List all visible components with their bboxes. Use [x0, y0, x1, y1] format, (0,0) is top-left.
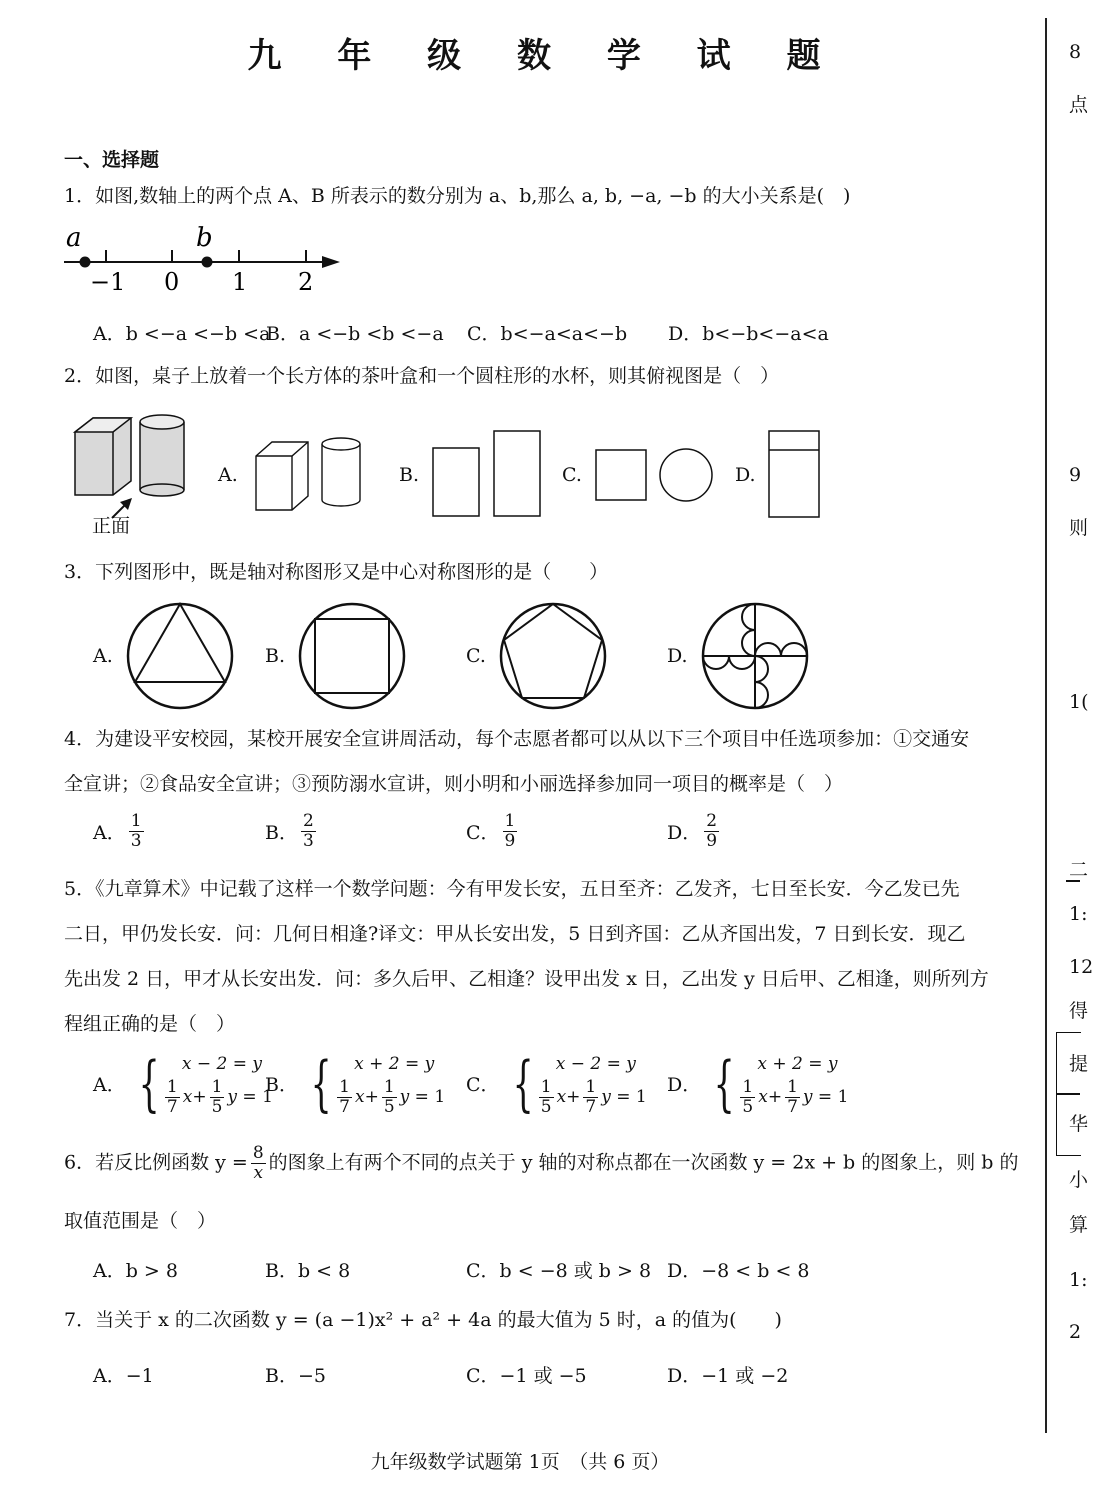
option-a-figure[interactable]: [250, 430, 368, 514]
question-text: 下列图形中，既是轴对称图形又是中心对称图形的是（ ）: [95, 561, 609, 583]
fraction: $\frac{1}{9}$: [504, 811, 516, 851]
option-c-figure[interactable]: [497, 602, 609, 710]
question-text: 当关于 x 的二次函数 y = (a −1)x² + a² + 4a 的最大值为 5 时，a 的值为( ): [95, 1309, 782, 1331]
option-b[interactable]: B． $\frac{2}{3}$: [265, 811, 314, 851]
next-page-fragment: 9: [1069, 464, 1082, 486]
option-a[interactable]: A．−1: [93, 1365, 154, 1387]
next-page-fragment: 华: [1069, 1113, 1089, 1135]
option-b-figure[interactable]: [296, 602, 408, 710]
option-c[interactable]: C.: [562, 464, 582, 486]
option-d-figure[interactable]: [766, 428, 824, 520]
question-4: [64, 727, 969, 751]
option-a[interactable]: A.: [93, 645, 113, 667]
question-3: [64, 560, 608, 584]
option-a[interactable]: A．b > 8: [93, 1260, 178, 1282]
option-c-figure[interactable]: [592, 446, 716, 504]
next-page-fragment: 点: [1069, 94, 1089, 116]
question-5-line2: 二日，甲仍发长安．问：几何日相逢?译文：甲从长安出发，5 日到齐国：乙从齐国出发，7 日到长安．现乙: [64, 923, 966, 945]
tick-label: 2: [298, 268, 314, 296]
option-d[interactable]: D．−8 < b < 8: [667, 1260, 810, 1282]
question-6-line2: 取值范围是（ ）: [64, 1210, 217, 1232]
option-b[interactable]: B．b < 8: [265, 1260, 351, 1282]
question-number: 5．: [64, 878, 96, 900]
option-d-figure[interactable]: [699, 602, 811, 710]
option-b[interactable]: B．−5: [265, 1365, 326, 1387]
tick-label: 0: [164, 268, 180, 296]
point-a: [80, 257, 91, 268]
tick-label: 1: [232, 268, 248, 296]
option-a[interactable]: A.: [218, 464, 238, 486]
option-c[interactable]: C.: [466, 645, 486, 667]
number-line-figure: [60, 224, 350, 300]
next-page-fragment: 8: [1069, 41, 1082, 63]
option-b[interactable]: B． { x + 2 = y $\frac{1}{7}$ x+ $\frac{1}{5}$ y = 1: [265, 1048, 446, 1119]
next-page-fragment: 1(: [1069, 691, 1089, 713]
question-number: 6．: [64, 1151, 96, 1174]
question-5: [64, 877, 960, 901]
next-page-fragment: 1:: [1069, 903, 1088, 925]
question-5-line4: 程组正确的是（ ）: [64, 1013, 236, 1035]
question-2: [64, 364, 779, 388]
next-page-fragment: 算: [1069, 1214, 1089, 1236]
fraction: $\frac{2}{3}$: [302, 811, 314, 851]
option-c[interactable]: C．b<−a<a<−b: [467, 323, 628, 345]
option-a[interactable]: A． $\frac{1}{3}$: [93, 811, 142, 851]
fraction: $\frac{8}{x}$: [252, 1143, 264, 1183]
question-5-line3: 先出发 2 日，甲才从长安出发．问：多久后甲、乙相逢？设甲出发 x 日，乙出发 y 日后甲、乙相逢，则所列方: [64, 968, 989, 990]
arrow-head: [322, 256, 340, 268]
question-number: 4．: [64, 728, 96, 750]
question-1: [64, 184, 850, 208]
next-page-fragment: 小: [1069, 1169, 1089, 1191]
next-page-fragment: 1:: [1069, 1269, 1088, 1291]
next-page-fragment: 12: [1069, 956, 1093, 978]
option-b-figure[interactable]: [430, 428, 546, 520]
option-c[interactable]: C．−1 或 −5: [466, 1365, 587, 1387]
cup-body: [140, 422, 184, 490]
option-d[interactable]: D．b<−b<−a<a: [668, 323, 829, 345]
cup-top: [140, 415, 184, 429]
question-6: 6．若反比例函数 y = $\frac{8}{x}$ 的图象上有两个不同的点关于 y 轴的对称点都在一次函数 y = 2x + b 的图象上，则 b 的: [64, 1143, 1019, 1183]
option-d[interactable]: D.: [735, 464, 756, 486]
option-b[interactable]: B.: [265, 645, 286, 667]
next-page-fragment: 则: [1069, 517, 1089, 539]
option-d[interactable]: D． $\frac{2}{9}$: [667, 811, 718, 851]
option-a[interactable]: A． { x − 2 = y $\frac{1}{7}$ x+ $\frac{1}{5}$ y = 1: [93, 1048, 273, 1119]
option-a-figure[interactable]: [124, 602, 236, 710]
option-b[interactable]: B.: [399, 464, 420, 486]
fraction: $\frac{2}{9}$: [706, 811, 718, 851]
option-d[interactable]: D.: [667, 645, 688, 667]
point-b: [202, 257, 213, 268]
option-b[interactable]: B．a <−b <b <−a: [266, 323, 444, 345]
next-page-fragment: 2: [1069, 1321, 1082, 1343]
option-a[interactable]: A．b <−a <−b <a: [93, 323, 271, 345]
question-4-line2: 全宣讲；②食品安全宣讲；③预防溺水宣讲，则小明和小丽选择参加同一项目的概率是（ ）: [64, 773, 844, 795]
table-rule: [1056, 1093, 1080, 1095]
front-label: 正面: [92, 515, 131, 537]
option-c[interactable]: C． $\frac{1}{9}$: [466, 811, 516, 851]
question-text: 如图,数轴上的两个点 A、B 所表示的数分别为 a、b,那么 a, b, −a, −b 的大小关系是( ): [95, 185, 851, 207]
fraction: $\frac{1}{3}$: [130, 811, 142, 851]
question-text: 为建设平安校园，某校开展安全宣讲周活动，每个志愿者都可以从以下三个项目中任选项参加：①交通安: [95, 728, 970, 750]
next-page-fragment: 二: [1069, 859, 1089, 881]
question-number: 3．: [64, 561, 96, 583]
tick-label: −1: [90, 268, 126, 296]
page-divider: [1045, 18, 1047, 1433]
option-c[interactable]: C．b < −8 或 b > 8: [466, 1260, 652, 1282]
option-d[interactable]: D． { x + 2 = y $\frac{1}{5}$ x+ $\frac{1}{7}$ y = 1: [667, 1048, 849, 1119]
question-number: 2．: [64, 365, 96, 387]
next-page-fragment: 提: [1069, 1053, 1089, 1075]
option-c[interactable]: C． { x − 2 = y $\frac{1}{5}$ x+ $\frac{1}{7}$ y = 1: [466, 1048, 647, 1119]
option-d[interactable]: D．−1 或 −2: [667, 1365, 789, 1387]
next-page-fragment: 得: [1069, 1000, 1089, 1022]
page-title: 九 年 级 数 学 试 题: [247, 36, 843, 76]
page-footer: 九年级数学试题第 1页 （共 6 页）: [370, 1451, 670, 1473]
question-number: 7．: [64, 1309, 96, 1331]
tea-box-and-cup-figure: [66, 406, 196, 500]
label-a: a: [66, 223, 82, 253]
question-text: 如图，桌子上放着一个长方体的茶叶盒和一个圆柱形的水杯，则其俯视图是（ ）: [95, 365, 780, 387]
question-number: 1．: [64, 185, 96, 207]
label-b: b: [196, 223, 213, 253]
question-text: 《九章算术》中记载了这样一个数学问题：今有甲发长安，五日至齐：乙发齐，七日至长安．今乙发已先: [95, 878, 960, 900]
section-heading: 一、选择题: [64, 149, 160, 171]
question-7: [64, 1308, 782, 1332]
